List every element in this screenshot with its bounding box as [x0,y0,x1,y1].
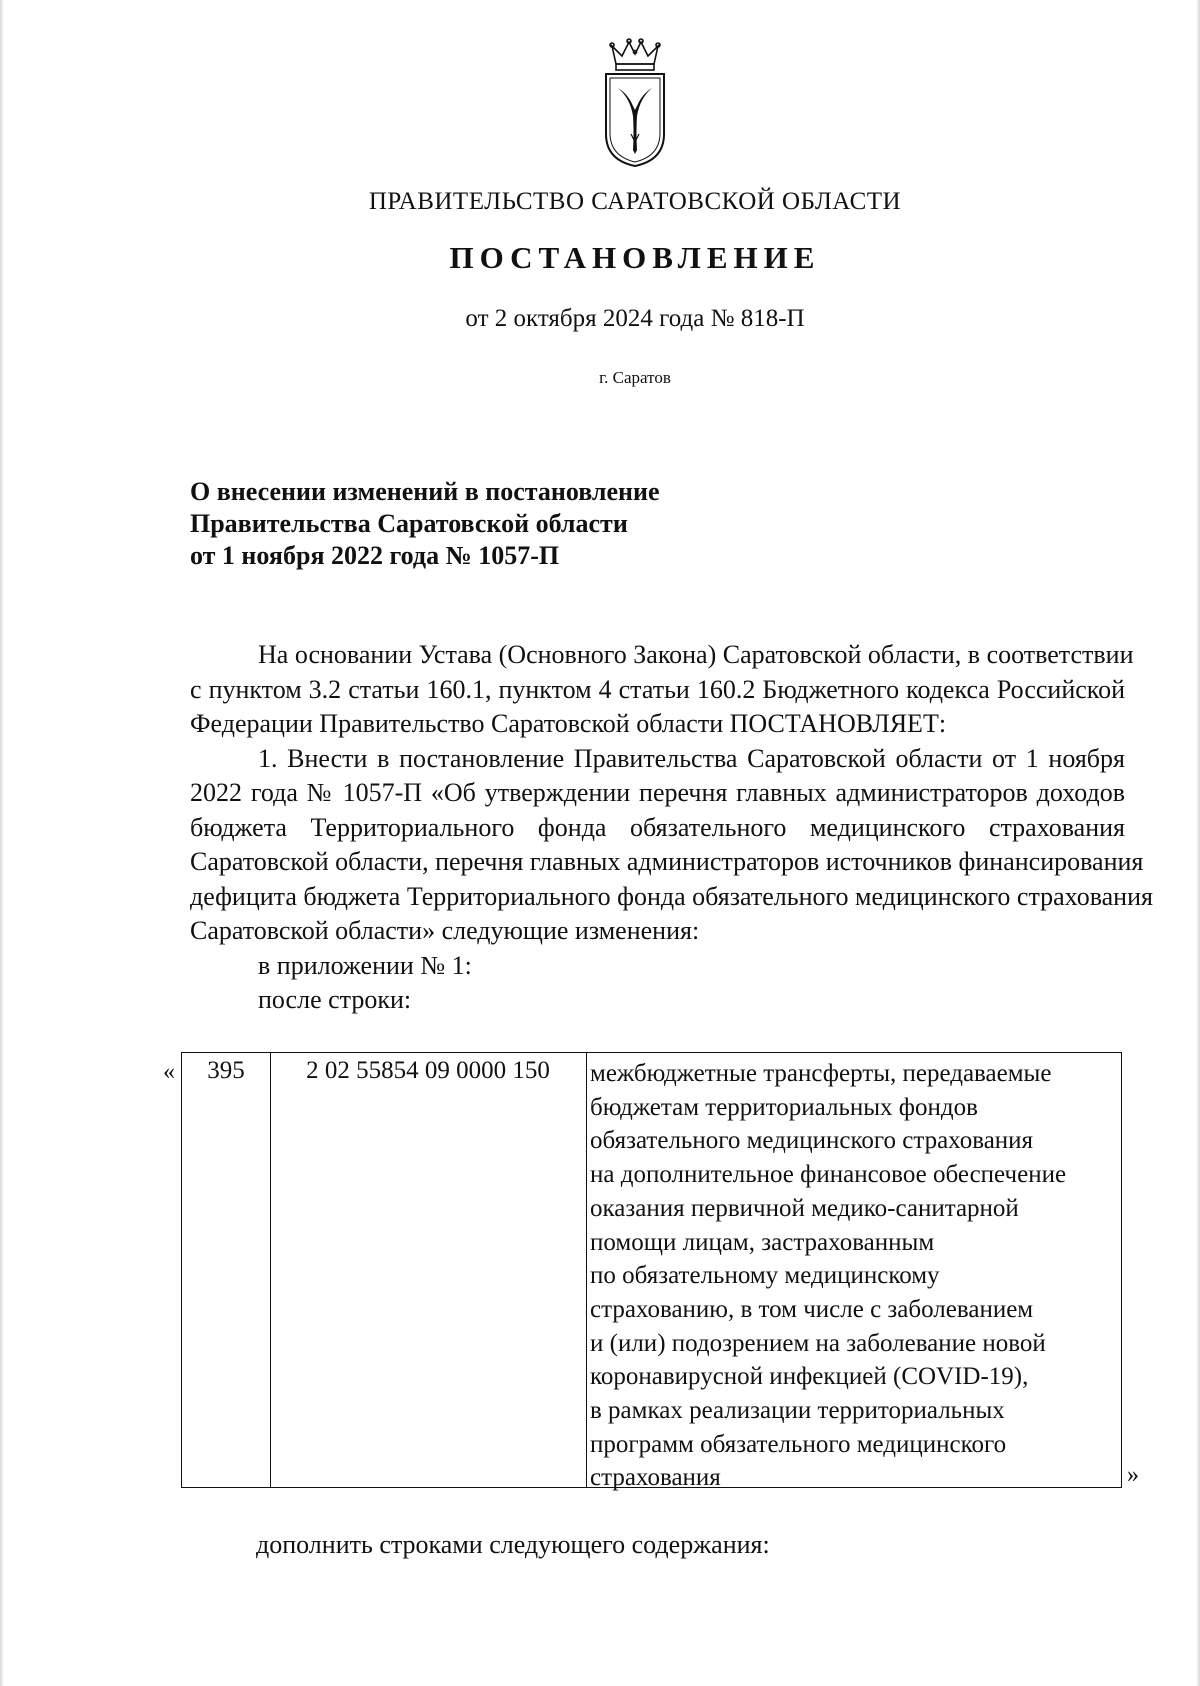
table-cell-line: и (или) подозрением на заболевание новой [590,1329,1046,1357]
body-line: Саратовской области» следующие изменения: [190,916,700,945]
coat-of-arms-icon [600,38,670,168]
table-cell-line: страхования [590,1464,721,1492]
table-cell-line: в рамках реализации территориальных [590,1397,1005,1425]
table-open-quote: « [163,1059,175,1085]
body-line: после строки: [258,985,412,1014]
table-cell-line: страхованию, в том числе с заболеванием [590,1295,1034,1323]
document-city: г. Саратов [599,368,671,387]
document-date-number: от 2 октября 2024 года № 818-П [465,305,805,332]
government-name: ПРАВИТЕЛЬСТВО САРАТОВСКОЙ ОБЛАСТИ [368,188,902,215]
body-line: 1. Внести в постановление Правительства Саратовской области от 1 ноября [258,743,1125,773]
table-cell-line: оказания первичной медико-санитарной [590,1194,1019,1222]
table-cell-line: на дополнительное финансовое обеспечение [590,1161,1067,1189]
body-line: с пунктом 3.2 статьи 160.1, пунктом 4 статьи 160.2 Бюджетного кодекса Российской [190,674,1125,704]
body-line: Федерации Правительство Саратовской области ПОСТАНОВЛЯЕТ: [190,709,947,738]
subject-line: от 1 ноября 2022 года № 1057-П [190,541,560,570]
revenue-table [181,1052,1122,1492]
table-cell-line: помощи лицам, застрахованным [590,1228,935,1256]
body-line: 2022 года № 1057-П «Об утверждении перечня главных администраторов доходов [190,778,1125,807]
subject-line: О внесении изменений в постановление [190,477,660,506]
table-cell-line: межбюджетные трансферты, передаваемые [590,1060,1052,1087]
document-type-title: ПОСТАНОВЛЕНИЕ [449,240,821,275]
body-line: в приложении № 1: [258,950,472,980]
body-line: На основании Устава (Основного Закона) Саратовской области, в соответствии [258,640,1134,669]
table-cell-line: по обязательному медицинскому [590,1262,940,1290]
document-body [190,638,1153,1018]
body-line: дефицита бюджета Территориального фонда обязательного медицинского страхования [190,881,1153,911]
table-cell-admin-code: 395 [207,1057,245,1084]
table-cell-line: бюджетам территориальных фондов [590,1093,978,1121]
table-column-divider [270,1053,271,1487]
table-cell-revenue-name [586,1057,1125,1495]
table-cell-line: обязательного медицинского страхования [590,1127,1034,1155]
table-cell-budget-code: 2 02 55854 09 0000 150 [306,1057,550,1084]
table-cell-line: программ обязательного медицинского [590,1430,1007,1458]
footer-text: дополнить строками следующего содержания: [256,1530,770,1559]
document-subject [190,476,660,572]
subject-line: Правительства Саратовской области [190,509,628,538]
body-line: бюджета Территориального фонда обязательного медицинского страхования [190,812,1125,842]
body-line: Саратовской области, перечня главных администраторов источников финансирования [190,847,1144,876]
table-close-quote: » [1127,1462,1139,1488]
table-cell-line: коронавирусной инфекцией (COVID-19), [590,1363,1029,1391]
